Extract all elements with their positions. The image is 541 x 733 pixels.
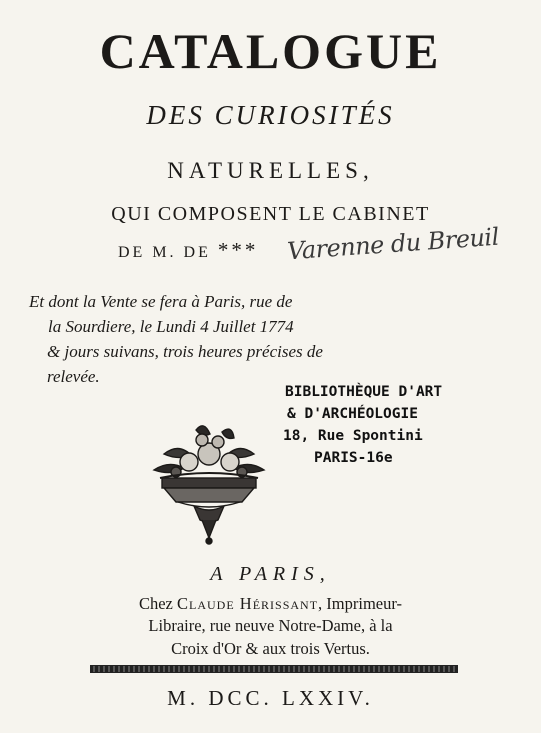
catalogue-title: CATALOGUE (99, 23, 442, 79)
printer-name: Claude Hérissant (177, 594, 319, 613)
imprint-line-3: Croix d'Or & aux trois Vertus. (171, 639, 370, 658)
subtitle-curiosites: DES CURIOSITÉS (146, 100, 395, 130)
fruit-basket-vignette-icon (144, 420, 274, 550)
subtitle-naturelles: NATURELLES, (167, 158, 374, 183)
sale-description-line: Et dont la Vente se fera à Paris, rue de (29, 292, 293, 311)
publication-year: M. DCC. LXXIV. (167, 686, 374, 710)
imprint-city: A PARIS, (210, 563, 331, 585)
imprint-chez: Chez (138, 594, 173, 613)
stamp-line: BIBLIOTHÈQUE D'ART (285, 384, 443, 400)
owner-line (118, 240, 258, 263)
imprint-line-2: Libraire, rue neuve Notre-Dame, à la (148, 616, 393, 635)
handwritten-owner-name: Varenne du Breuil (286, 222, 500, 266)
stamp-line: 18, Rue Spontini (283, 428, 423, 444)
sale-description-line: & jours suivans, trois heures précises de (47, 342, 323, 361)
subtitle-cabinet: QUI COMPOSENT LE CABINET (111, 203, 430, 225)
owner-stars: *** (217, 238, 259, 262)
imprint-profession: , Imprimeur- (318, 594, 403, 613)
imprint-line-1 (0, 593, 541, 615)
owner-prefix: DE M. DE (118, 244, 211, 261)
sale-description-line: relevée. (47, 367, 100, 386)
sale-description-line: la Sourdiere, le Lundi 4 Juillet 1774 (48, 317, 294, 336)
decorative-rule (90, 665, 458, 673)
stamp-line: PARIS-16e (314, 450, 393, 466)
stamp-line: & D'ARCHÉOLOGIE (287, 406, 418, 422)
